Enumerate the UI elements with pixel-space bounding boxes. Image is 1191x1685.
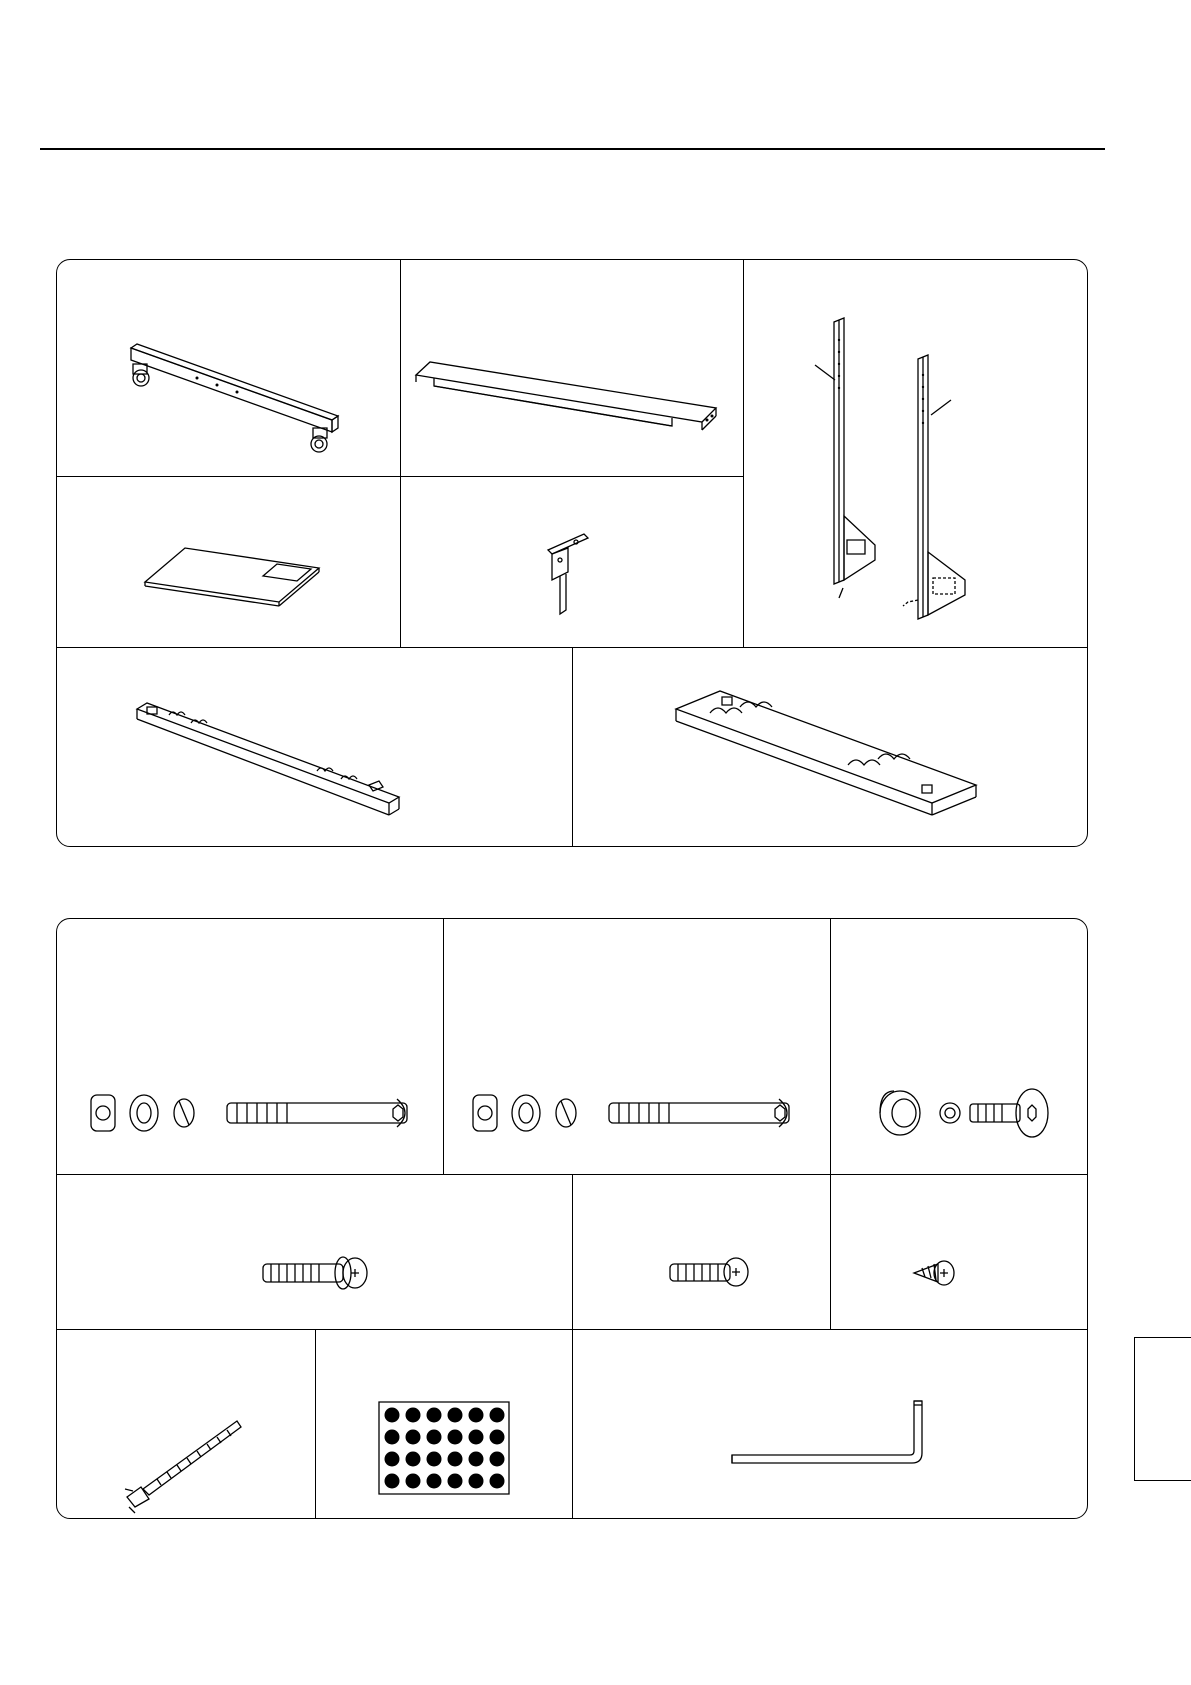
parts-item-slotted-rail bbox=[57, 647, 572, 847]
parts-item-caster-beam bbox=[57, 260, 400, 476]
cap-screw-illustration bbox=[830, 919, 1088, 1174]
sticker-dot bbox=[406, 1430, 421, 1445]
parts-item-flat-plate bbox=[57, 476, 400, 647]
hardware-item-hex-key bbox=[572, 1329, 1088, 1519]
top-rule bbox=[40, 148, 1105, 150]
sticker-dot bbox=[469, 1452, 484, 1467]
sticker-dot bbox=[490, 1430, 505, 1445]
sticker-dot bbox=[490, 1452, 505, 1467]
channel-illustration bbox=[400, 260, 743, 476]
sticker-dot bbox=[427, 1408, 442, 1423]
hardware-item-pan-screw bbox=[572, 1174, 830, 1329]
parts-item-cross-bar bbox=[572, 647, 1088, 847]
sticker-dot bbox=[406, 1452, 421, 1467]
sticker-dot bbox=[385, 1452, 400, 1467]
sticker-dot bbox=[448, 1474, 463, 1489]
sticker-sheet-illustration bbox=[315, 1329, 572, 1519]
sticker-dot bbox=[427, 1430, 442, 1445]
sticker-dot bbox=[490, 1408, 505, 1423]
hardware-item-tapping-screw bbox=[830, 1174, 1088, 1329]
sticker-dot bbox=[406, 1474, 421, 1489]
parts-panel bbox=[56, 259, 1088, 847]
sticker-dot bbox=[448, 1408, 463, 1423]
hardware-item-long-bolt-set-1 bbox=[57, 919, 443, 1174]
sticker-dot bbox=[448, 1430, 463, 1445]
sticker-dot bbox=[406, 1408, 421, 1423]
hex-key-illustration bbox=[572, 1329, 1088, 1519]
bolt-set-illustration bbox=[57, 919, 443, 1174]
hardware-item-cable-tie bbox=[57, 1329, 315, 1519]
bolt-set-illustration bbox=[443, 919, 830, 1174]
parts-item-small-bracket bbox=[400, 476, 743, 647]
bracket-illustration bbox=[400, 476, 743, 647]
posts-illustration bbox=[743, 260, 1088, 647]
slotted-rail-illustration bbox=[57, 647, 572, 847]
cross-bar-illustration bbox=[572, 647, 1088, 847]
hardware-panel bbox=[56, 918, 1088, 1519]
cable-tie-illustration bbox=[57, 1329, 315, 1519]
sticker-dot bbox=[490, 1474, 505, 1489]
caster-beam-illustration bbox=[57, 260, 400, 476]
hardware-item-long-bolt-set-2 bbox=[443, 919, 830, 1174]
sticker-dot bbox=[469, 1430, 484, 1445]
hardware-item-washer-screw bbox=[57, 1174, 572, 1329]
tapping-screw-illustration bbox=[830, 1174, 1088, 1329]
hardware-item-cap-screw-set bbox=[830, 919, 1088, 1174]
sticker-dot bbox=[469, 1408, 484, 1423]
sticker-dot bbox=[448, 1452, 463, 1467]
washer-screw-illustration bbox=[57, 1174, 572, 1329]
side-tab bbox=[1134, 1337, 1191, 1481]
sticker-dot bbox=[385, 1430, 400, 1445]
sticker-dot bbox=[385, 1474, 400, 1489]
sticker-dot bbox=[469, 1474, 484, 1489]
plate-illustration bbox=[57, 476, 400, 647]
sticker-dot bbox=[427, 1474, 442, 1489]
hardware-item-dot-sticker-sheet bbox=[315, 1329, 572, 1519]
sticker-dot bbox=[385, 1408, 400, 1423]
parts-item-vertical-posts bbox=[743, 260, 1088, 647]
pan-screw-illustration bbox=[572, 1174, 830, 1329]
sticker-dot bbox=[427, 1452, 442, 1467]
parts-item-top-channel bbox=[400, 260, 743, 476]
